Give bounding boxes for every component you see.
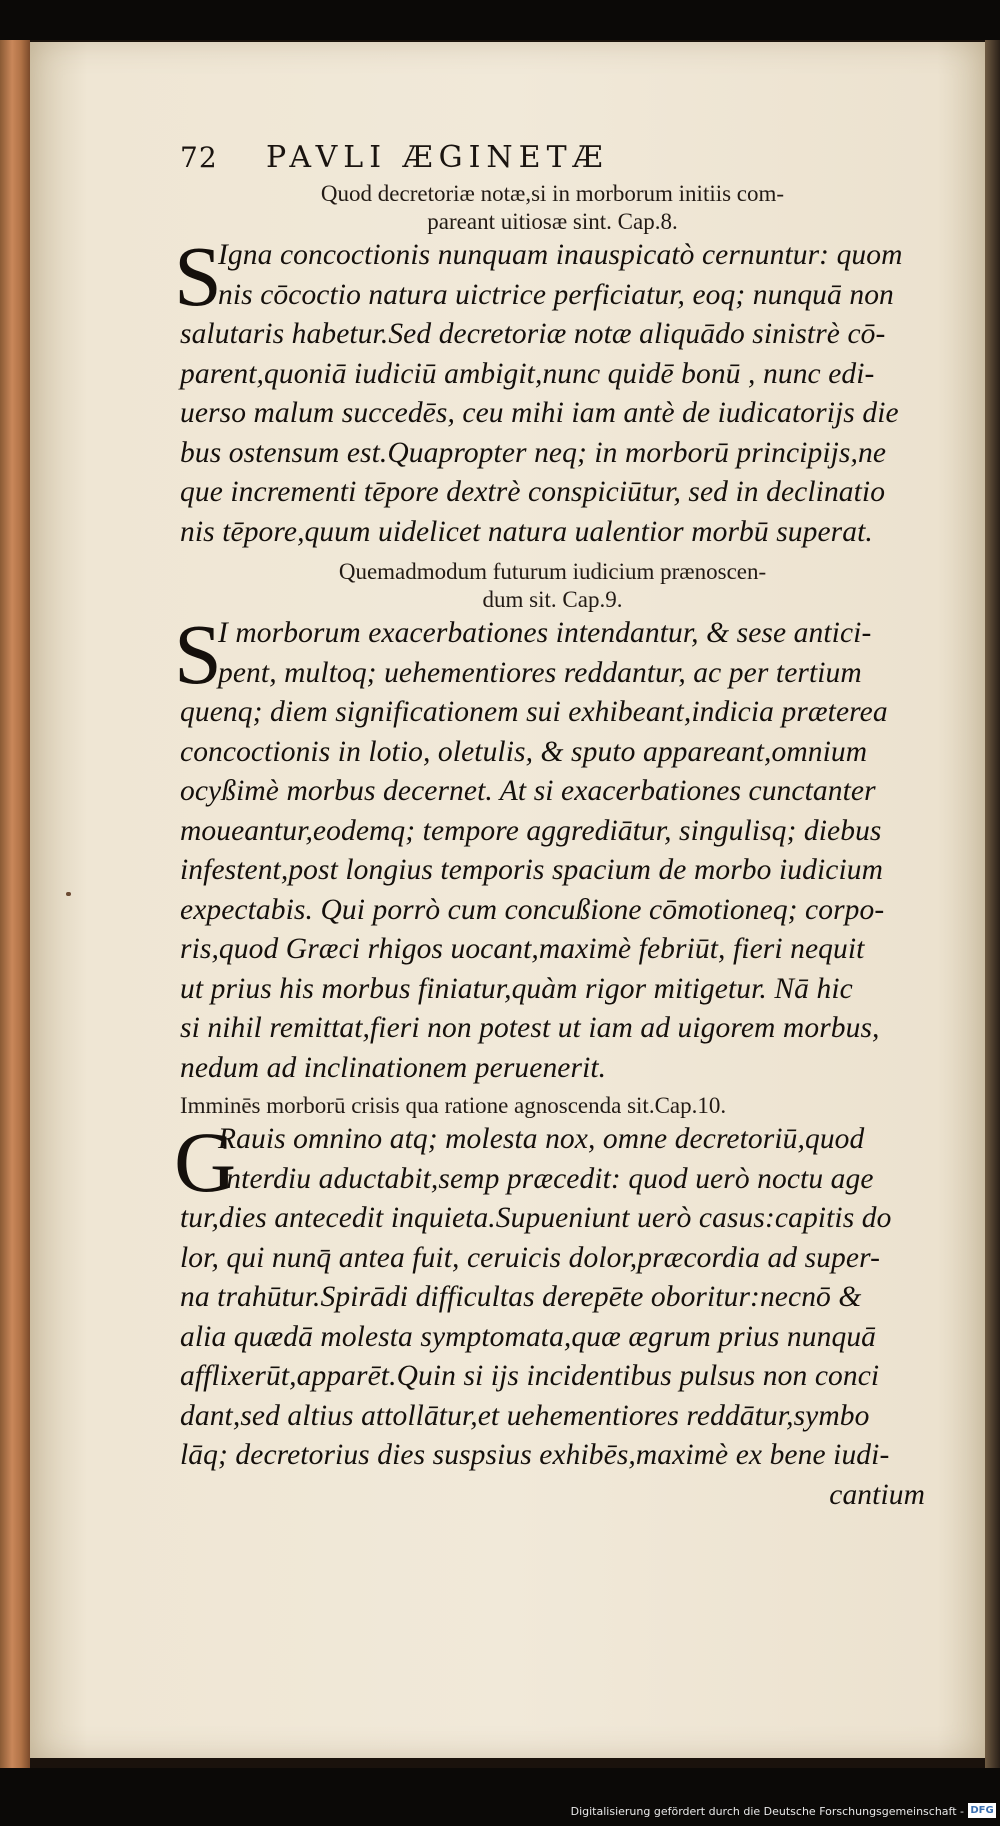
text-line: infestent,post longius temporis spacium de morbo iudicium [180,854,884,886]
text-line: Rauis omnino atq; molesta nox, omne decretoriū,quod [218,1123,865,1155]
text-line: nis cōcoctio natura uictrice perficiatur, eoq; nunquā non [218,278,894,311]
chapter-10-body [174,1114,925,1515]
chapter-8 [174,180,925,552]
text-line: concoctionis in lotio, oletulis, & sputo appareant,omnium [180,735,868,768]
text-line: tur,dies antecedit inquieta.Supueniunt uerò casus:capitis do [180,1202,892,1234]
chapter-8-heading-line: Quod decretoriæ notæ,si in morborum initiis com- [320,181,785,206]
chapter-10 [174,1092,925,1515]
text-line: nedum ad inclinationem peruenerit. [180,1051,607,1084]
text-line: quenq; diem significationem sui exhibeant,indicia præterea [180,696,888,728]
chapter-9-body [174,606,925,1088]
chapter-9-heading-line: dum sit. Cap.9. [482,587,623,612]
text-line: I morborum exacerbationes intendantur, & sese antici- [218,617,872,649]
text-line: pent, multoq; uehementiores reddantur, ac per tertium [218,656,862,689]
text-line: lor, qui nunq̄ antea fuit, ceruicis dolor,præcordia ad super- [180,1241,881,1274]
text-line: ocyßimè morbus decernet. At si exacerbationes cunctanter [180,775,876,807]
text-line: que incrementi tēpore dextrè conspiciūtur, sed in declinatio [180,476,886,508]
text-line: lāq; decretorius dies suspsius exhibēs,maximè ex bene iudi- [180,1439,890,1471]
text-line: Igna concoctionis nunquam inauspicatò cernuntur: quom [218,239,903,271]
page-right-edge [985,40,1000,1768]
text-line: salutaris habetur.Sed decretoriæ notæ aliquādo sinistrè cō- [180,318,886,350]
page-text-block [174,140,925,1515]
catchword: cantium [829,1478,925,1511]
chapter-8-heading-line: pareant uitiosæ sint. Cap.8. [427,209,678,234]
drop-initial: S [174,606,222,702]
text-line: moueantur,eodemq; tempore aggrediātur, singulisq; diebus [180,814,882,847]
text-line: si nihil remittat,fieri non potest ut iam ad uigorem morbus, [180,1012,880,1044]
text-line: parent,quoniā iudiciū ambigit,nunc quidē bonū , nunc edi- [180,357,875,390]
running-head [180,140,925,180]
chapter-10-heading: Imminēs morborū crisis qua ratione agnoscenda sit.Cap.10. [180,1093,727,1118]
book-spine-edge [0,40,30,1768]
text-line: dant,sed altius attollātur,et uehementiores reddātur,symbo [180,1399,870,1432]
text-line: uerso malum succedēs, ceu mihi iam antè de iudicatorijs die [180,397,899,429]
running-title: PAVLI ÆGINETÆ [266,140,609,175]
text-line: ris,quod Græci rhigos uocant,maximè febriūt, fieri nequit [180,933,865,965]
ink-speck [66,892,71,896]
digitization-credit: Digitalisierung gefördert durch die Deutsche Forschungsgemeinschaft - [570,1805,964,1818]
text-line: bus ostensum est.Quapropter neq; in morborū principijs,ne [180,436,887,469]
drop-initial: G [174,1114,237,1210]
drop-initial: S [174,228,222,324]
chapter-9 [174,558,925,1088]
text-line: nis tēpore,quum uidelicet natura ualentior morbū superat. [180,515,873,548]
text-line: interdiu aductabit,semp præcedit: quod uerò noctu age [218,1162,874,1195]
text-line: ut prius his morbus finiatur,quàm rigor mitigetur. Nā hic [180,972,853,1005]
chapter-9-heading-line: Quemadmodum futurum iudicium prænoscen- [338,559,767,584]
page-number: 72 [180,141,218,174]
text-line: alia quædā molesta symptomata,quæ ægrum prius nunquā [180,1320,877,1353]
text-line: expectabis. Qui porrò cum concußione cōmotioneq; corpo- [180,893,885,926]
dfg-logo-icon: DFG [968,1803,996,1818]
chapter-8-body [174,228,925,552]
text-line: na trahūtur.Spirādi difficultas derepēte oboritur:necnō & [180,1281,862,1313]
text-line: afflixerūt,apparēt.Quin si ijs incidentibus pulsus non conci [180,1360,880,1392]
